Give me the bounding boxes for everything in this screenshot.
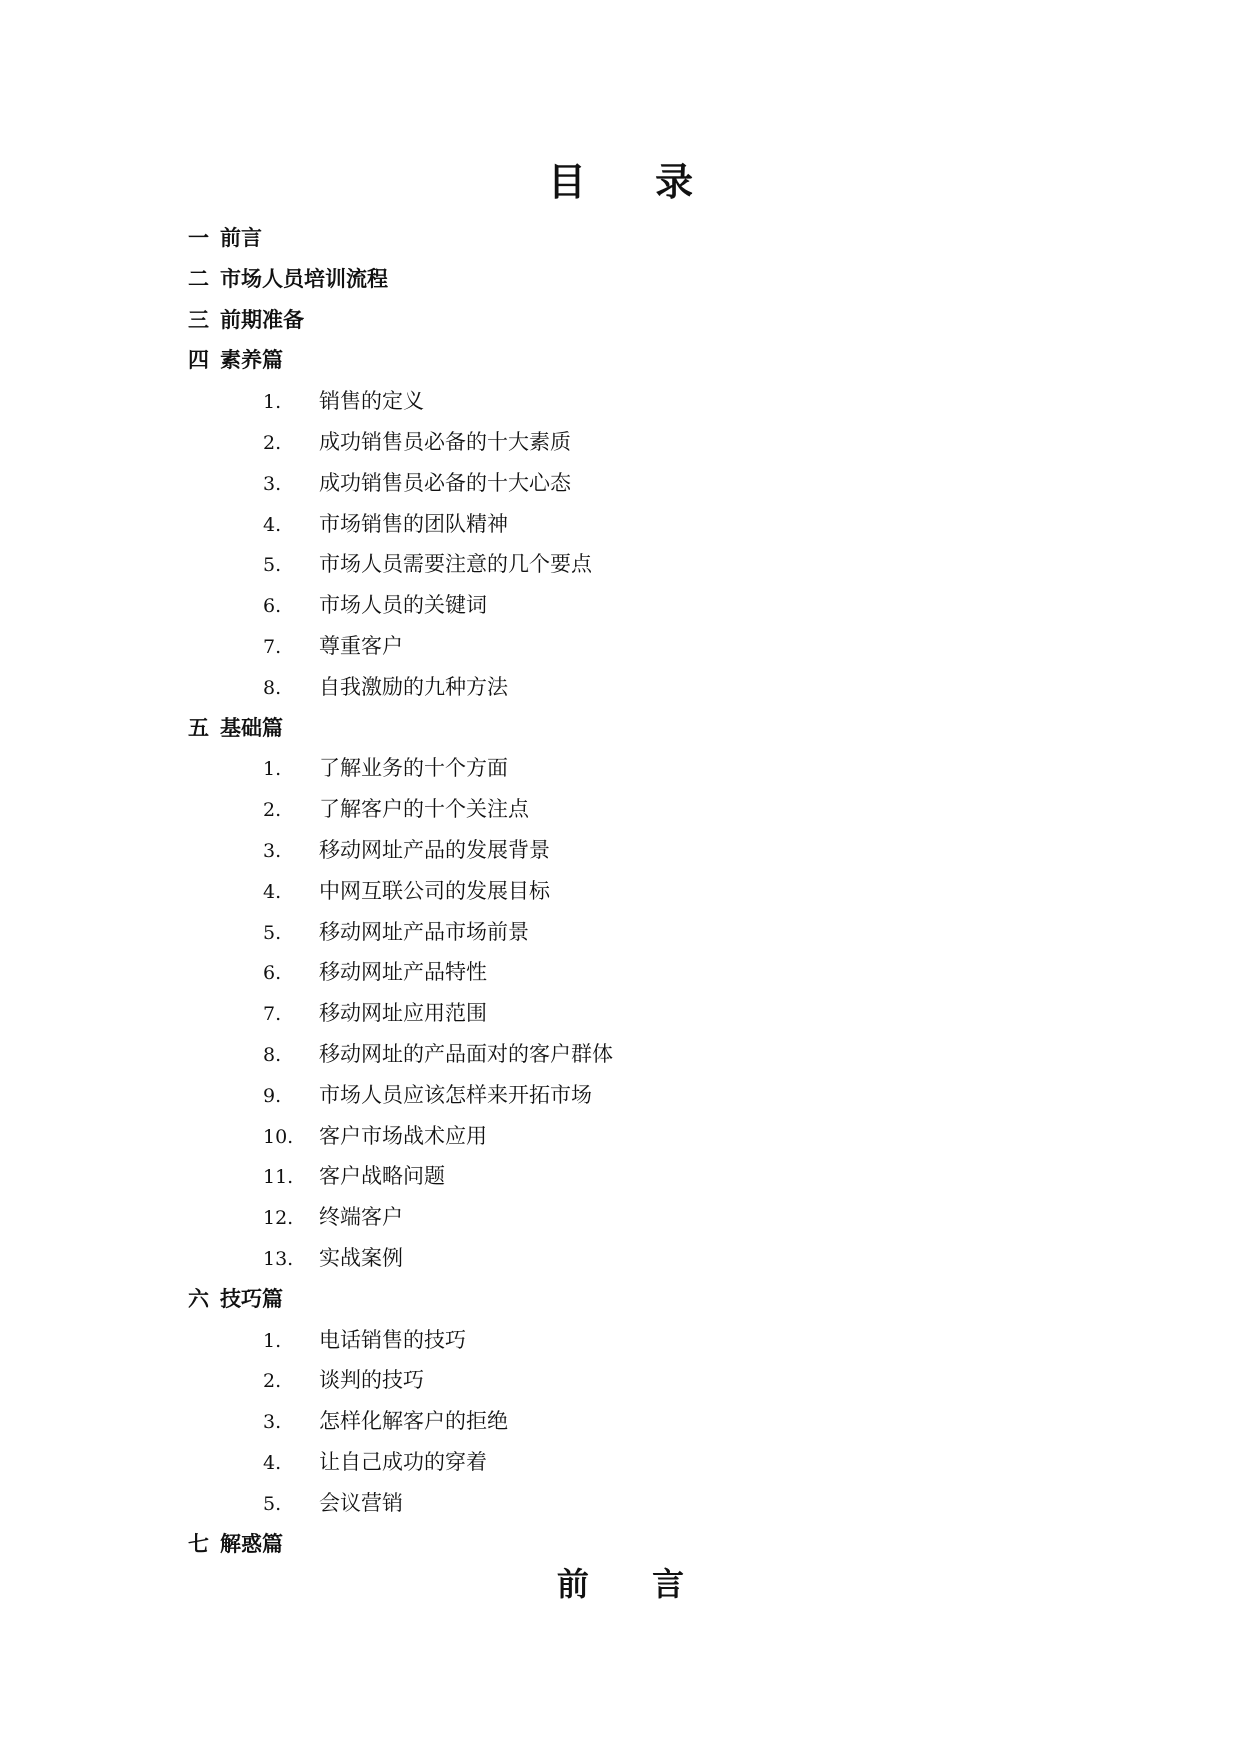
toc-subitem[interactable]: [188, 1320, 1088, 1361]
toc-subitem[interactable]: [188, 871, 1088, 912]
toc-subitem-text: 移动网址应用范围: [319, 1001, 487, 1026]
toc-chapter[interactable]: [188, 259, 1088, 300]
toc-chapter-number: 一: [188, 225, 209, 250]
toc-subitem-number: 5.: [263, 921, 282, 944]
toc-subitem-number: 5.: [263, 1492, 282, 1515]
toc-subitem-text: 自我激励的九种方法: [319, 674, 508, 699]
toc-subitem-number: 4.: [263, 1451, 282, 1474]
toc-chapter[interactable]: [188, 1279, 1088, 1320]
toc-subitem-text: 怎样化解客户的拒绝: [319, 1409, 508, 1434]
toc-chapter-number: 四: [188, 347, 209, 373]
toc-subitem-number: 1.: [263, 1329, 282, 1352]
table-of-contents: [188, 218, 1088, 1564]
toc-subitem-text: 尊重客户: [319, 633, 403, 658]
toc-subitem-number: 12.: [263, 1207, 294, 1230]
toc-chapter-number: 五: [188, 714, 209, 740]
toc-subitem-number: 13.: [263, 1247, 294, 1270]
toc-subitem-text: 会议营销: [319, 1490, 403, 1515]
toc-subitem-text: 客户战略问题: [319, 1164, 445, 1189]
toc-subitem[interactable]: [188, 1034, 1088, 1075]
toc-subitem-number: 3.: [263, 472, 282, 495]
toc-subitem-text: 让自己成功的穿着: [319, 1449, 487, 1474]
toc-subitem-number: 7.: [263, 1003, 282, 1026]
toc-subitem-number: 11.: [263, 1166, 294, 1189]
toc-subitem[interactable]: [188, 463, 1088, 504]
toc-subitem-text: 中网互联公司的发展目标: [319, 878, 550, 903]
toc-subitem-number: 8.: [263, 676, 282, 699]
toc-subitem-number: 1.: [263, 758, 282, 781]
toc-subitem-text: 市场销售的团队精神: [319, 511, 508, 536]
toc-subitem[interactable]: [188, 1075, 1088, 1116]
toc-subitem-number: 1.: [263, 391, 282, 414]
toc-subitem-text: 谈判的技巧: [319, 1368, 424, 1393]
toc-chapter-title: 解惑篇: [220, 1530, 283, 1556]
toc-chapter-title: 前言: [220, 225, 262, 250]
toc-subitem-number: 6.: [263, 595, 282, 618]
toc-subitem[interactable]: [188, 912, 1088, 953]
toc-subitem[interactable]: [188, 544, 1088, 585]
toc-chapter-title: 技巧篇: [220, 1285, 283, 1311]
toc-chapter[interactable]: [188, 300, 1088, 341]
toc-subitem[interactable]: [188, 626, 1088, 667]
toc-subitem-number: 9.: [263, 1084, 282, 1107]
toc-subitem[interactable]: [188, 667, 1088, 708]
toc-subitem-text: 移动网址的产品面对的客户群体: [319, 1041, 613, 1066]
toc-subitem[interactable]: [188, 381, 1088, 422]
toc-subitem[interactable]: [188, 1401, 1088, 1442]
toc-chapter-title: 前期准备: [220, 306, 304, 332]
toc-subitem-number: 5.: [263, 554, 282, 577]
toc-subitem[interactable]: [188, 422, 1088, 463]
toc-subitem-text: 终端客户: [319, 1205, 403, 1230]
toc-subitem-text: 销售的定义: [319, 389, 424, 414]
page-title: 目 录: [547, 159, 722, 204]
toc-subitem-number: 4.: [263, 513, 282, 536]
toc-chapter-title: 市场人员培训流程: [220, 265, 388, 291]
section-heading-preface: 前 言: [556, 1565, 711, 1603]
toc-chapter-number: 三: [188, 306, 209, 332]
toc-subitem-text: 客户市场战术应用: [319, 1123, 487, 1148]
toc-subitem-text: 电话销售的技巧: [319, 1327, 466, 1352]
toc-subitem-number: 2.: [263, 431, 282, 454]
toc-subitem[interactable]: [188, 1156, 1088, 1197]
toc-subitem[interactable]: [188, 993, 1088, 1034]
toc-chapter[interactable]: [188, 708, 1088, 749]
toc-subitem-text: 了解客户的十个关注点: [319, 797, 529, 822]
toc-subitem[interactable]: [188, 789, 1088, 830]
toc-subitem[interactable]: [188, 1483, 1088, 1524]
toc-subitem-number: 4.: [263, 880, 282, 903]
toc-chapter-title: 基础篇: [220, 714, 283, 740]
toc-subitem[interactable]: [188, 1238, 1088, 1279]
toc-subitem-text: 成功销售员必备的十大心态: [319, 470, 571, 495]
toc-subitem-text: 实战案例: [319, 1245, 403, 1270]
toc-subitem-number: 8.: [263, 1043, 282, 1066]
toc-subitem-text: 移动网址产品的发展背景: [319, 837, 550, 862]
toc-subitem-text: 市场人员需要注意的几个要点: [319, 552, 592, 577]
toc-subitem-number: 2.: [263, 1370, 282, 1393]
toc-subitem-number: 3.: [263, 1411, 282, 1434]
toc-chapter-number: 七: [188, 1530, 209, 1556]
toc-chapter[interactable]: [188, 218, 1088, 259]
toc-subitem-text: 市场人员应该怎样来开拓市场: [319, 1082, 592, 1107]
toc-subitem[interactable]: [188, 585, 1088, 626]
toc-subitem[interactable]: [188, 830, 1088, 871]
toc-subitem-number: 2.: [263, 799, 282, 822]
toc-subitem[interactable]: [188, 504, 1088, 545]
toc-subitem[interactable]: [188, 1442, 1088, 1483]
toc-subitem-text: 了解业务的十个方面: [319, 756, 508, 781]
toc-subitem[interactable]: [188, 1116, 1088, 1157]
toc-subitem-text: 成功销售员必备的十大素质: [319, 429, 571, 454]
toc-subitem-number: 7.: [263, 635, 282, 658]
toc-subitem-number: 3.: [263, 839, 282, 862]
toc-chapter[interactable]: [188, 1524, 1088, 1565]
toc-subitem-text: 市场人员的关键词: [319, 593, 487, 618]
toc-chapter[interactable]: [188, 340, 1088, 381]
toc-subitem[interactable]: [188, 748, 1088, 789]
toc-chapter-number: 六: [188, 1285, 209, 1311]
toc-subitem[interactable]: [188, 1197, 1088, 1238]
toc-subitem-number: 10.: [263, 1125, 294, 1148]
toc-subitem-text: 移动网址产品市场前景: [319, 919, 529, 944]
toc-chapter-title: 素养篇: [220, 347, 283, 373]
toc-subitem[interactable]: [188, 952, 1088, 993]
toc-chapter-number: 二: [188, 265, 209, 291]
toc-subitem-text: 移动网址产品特性: [319, 960, 487, 985]
toc-subitem-number: 6.: [263, 962, 282, 985]
toc-subitem[interactable]: [188, 1360, 1088, 1401]
